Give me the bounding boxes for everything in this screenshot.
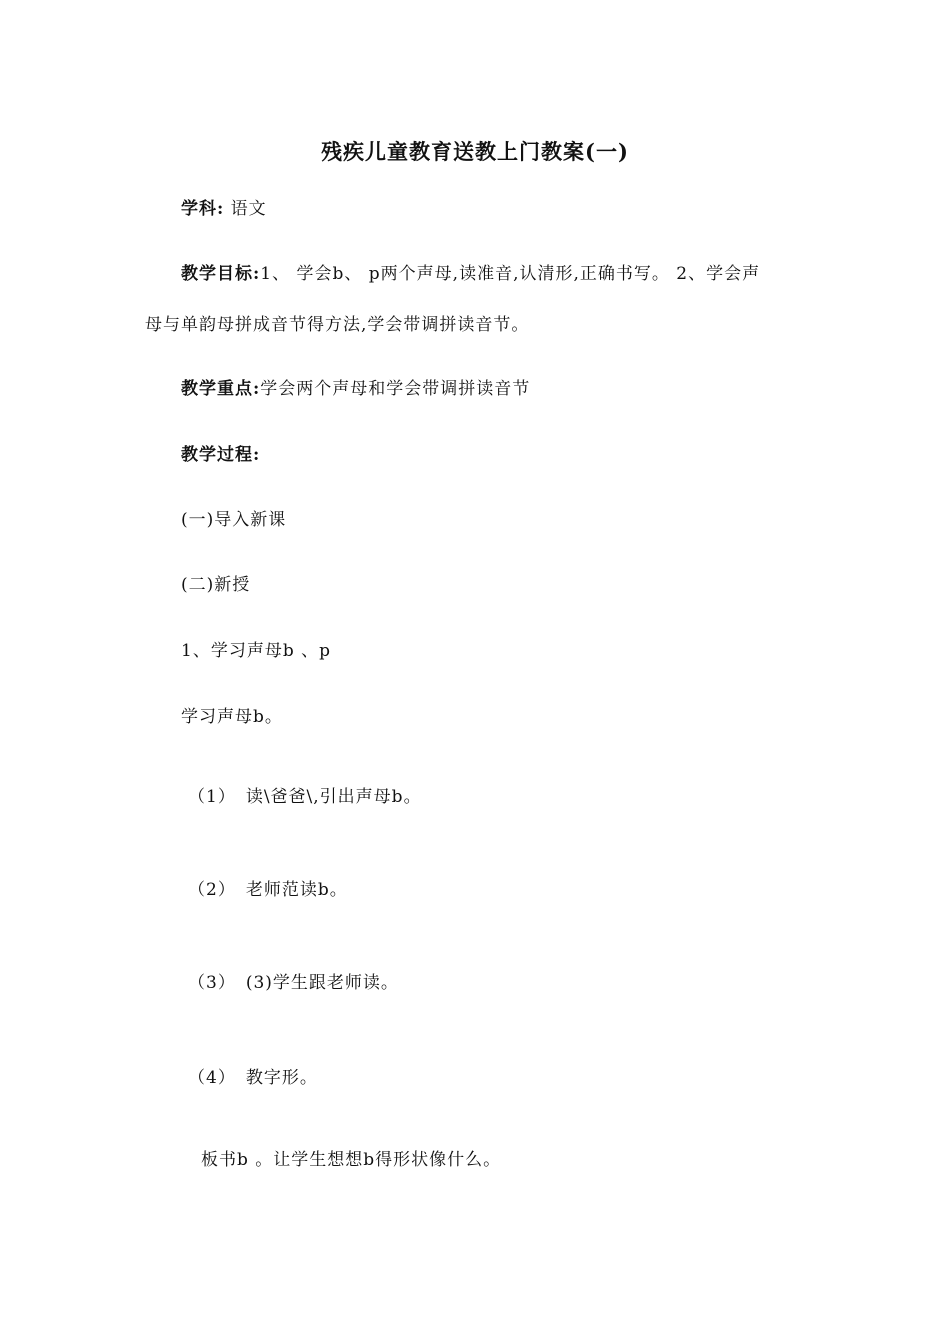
step-item <box>188 971 399 995</box>
section-intro: (一)导入新课 <box>181 510 287 530</box>
subject-line <box>181 197 267 221</box>
document-title: 残疾儿童教育送教上门教案(一) <box>321 139 629 164</box>
step-item <box>188 785 422 809</box>
step-number: （2） <box>188 880 236 900</box>
lesson-heading: 1、学习声母b 、p <box>181 641 331 661</box>
subject-value: 语文 <box>224 199 267 219</box>
step-number: （4） <box>188 1068 236 1088</box>
board-note: 板书b 。让学生想想b得形状像什么。 <box>201 1150 502 1170</box>
step-number: （1） <box>188 787 236 807</box>
step-item <box>188 878 348 902</box>
objectives-label: 教学目标: <box>181 264 261 284</box>
subject-label: 学科: <box>181 199 225 219</box>
step-text: 教字形。 <box>245 1068 318 1088</box>
section-new: (二)新授 <box>181 575 251 595</box>
step-text: 老师范读b。 <box>245 880 348 900</box>
objectives-line-2: 母与单韵母拼成音节得方法,学会带调拼读音节。 <box>145 315 530 335</box>
keypoints-label: 教学重点: <box>181 379 261 399</box>
step-text: 读\爸爸\,引出声母b。 <box>245 787 422 807</box>
step-text: (3)学生跟老师读。 <box>245 973 399 993</box>
lesson-subheading: 学习声母b。 <box>181 707 283 727</box>
step-item <box>188 1066 318 1090</box>
process-label: 教学过程: <box>181 445 261 465</box>
step-number: （3） <box>188 973 236 993</box>
keypoints-value: 学会两个声母和学会带调拼读音节 <box>260 379 531 399</box>
keypoints-line <box>181 377 530 401</box>
objectives-line-1 <box>181 262 760 286</box>
objectives-text-1: 1、 学会b、 p两个声母,读准音,认清形,正确书写。 2、学会声 <box>260 264 761 284</box>
